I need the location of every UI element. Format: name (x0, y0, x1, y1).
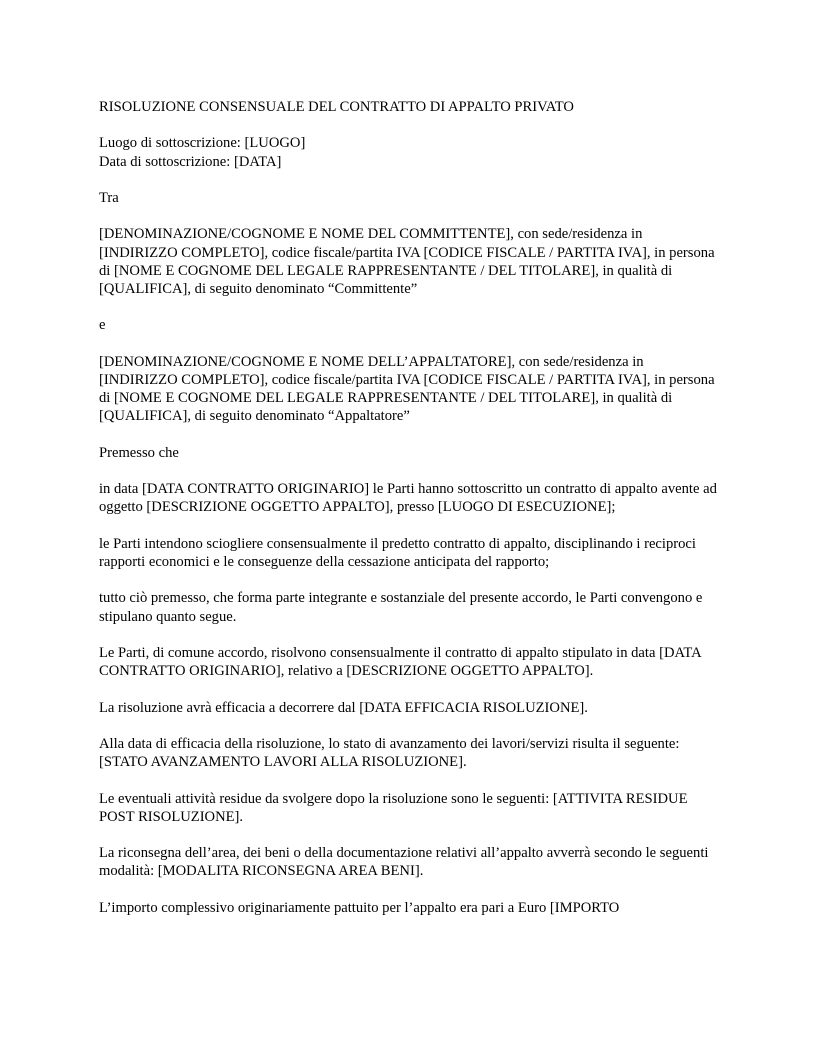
clause-paragraph-3: Alla data di efficacia della risoluzione, lo stato di avanzamento dei lavori/servizi risulta il seguente: [STATO AVANZAMENTO LAVORI ALLA RISOLUZIONE]. (99, 735, 680, 771)
premise-paragraph-2: le Parti intendono sciogliere consensualmente il predetto contratto di appalto, disciplinando i reciproci rapporti economici e le conseguenze della cessazione anticipata del rapporto; (99, 535, 696, 570)
document-title: RISOLUZIONE CONSENSUALE DEL CONTRATTO DI APPALTO PRIVATO (99, 99, 574, 115)
document-body (99, 98, 719, 935)
place-line: Luogo di sottoscrizione: [LUOGO] (99, 135, 306, 152)
date-line: Data di sottoscrizione: [DATA] (99, 153, 282, 170)
clause-paragraph-5: La riconsegna dell’area, dei beni o della documentazione relativi all’appalto avverrà secondo le seguenti modalità: [MODALITA RICONSEGNA AREA BENI]. (99, 845, 709, 880)
between-label: Tra (99, 189, 119, 206)
clause-paragraph-1: Le Parti, di comune accordo, risolvono consensualmente il contratto di appalto stipulato in data [DATA CONTRATTO ORIGINARIO], relativo a [DESCRIZIONE OGGETTO APPALTO]. (99, 644, 701, 680)
premise-paragraph-1: in data [DATA CONTRATTO ORIGINARIO] le Parti hanno sottoscritto un contratto di appalto avente ad oggetto [DESCRIZIONE OGGETTO APPALTO], presso [LUOGO DI ESECUZIONE]; (99, 481, 717, 516)
premise-closing-paragraph: tutto ciò premesso, che forma parte integrante e sostanziale del presente accordo, le Parti convengono e stipulano quanto segue. (99, 590, 703, 625)
clause-paragraph-6: L’importo complessivo originariamente pattuito per l’appalto era pari a Euro [IMPORTO (99, 899, 620, 916)
party-client-paragraph: [DENOMINAZIONE/COGNOME E NOME DEL COMMITTENTE], con sede/residenza in [INDIRIZZO COMPLETO], codice fiscale/partita IVA [CODICE FISCALE / PARTITA IVA], in persona di [NOME E COGNOME DEL LEGALE RAPPRESENTANTE / DEL TITOLARE], in qualità di [QUALIFICA], di seguito denominato “Committente” (99, 226, 715, 297)
clause-paragraph-4: Le eventuali attività residue da svolgere dopo la risoluzione sono le seguenti: [ATTIVITA RESIDUE POST RISOLUZIONE]. (99, 790, 688, 825)
party-contractor-paragraph: [DENOMINAZIONE/COGNOME E NOME DELL’APPALTATORE], con sede/residenza in [INDIRIZZO COMPLETO], codice fiscale/partita IVA [CODICE FISCALE / PARTITA IVA], in persona di [NOME E COGNOME DEL LEGALE RAPPRESENTANTE / DEL TITOLARE], in qualità di [QUALIFICA], di seguito denominato “Appaltatore” (99, 353, 715, 425)
and-label: e (99, 317, 106, 334)
clause-paragraph-2: La risoluzione avrà efficacia a decorrere dal [DATA EFFICACIA RISOLUZIONE]. (99, 699, 588, 716)
premise-heading: Premesso che (99, 444, 179, 461)
